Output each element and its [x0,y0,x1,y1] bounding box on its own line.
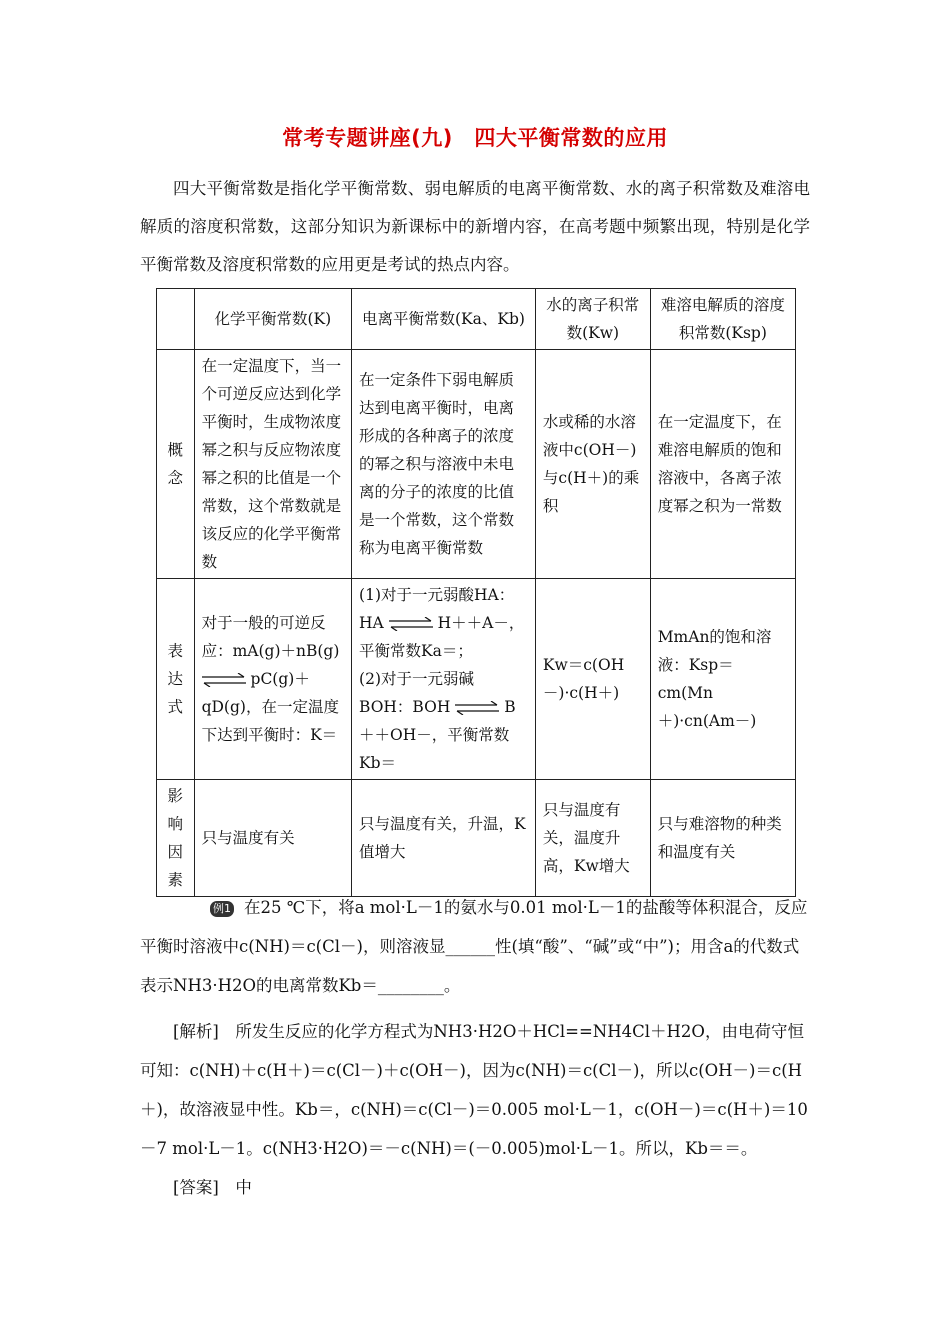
table-row-concept [157,350,796,579]
constants-table [156,288,796,897]
analysis-paragraph: [解析] 所发生反应的化学方程式为NH3·H2O＋HCl==NH4Cl＋H2O，由电荷守恒可知：c(NH)＋c(H＋)＝c(Cl－)＋c(OH－)，因为c(NH)＝c(Cl－)，所以c(OH－)＝c(H＋)，故溶液显中性。Kb＝，c(NH)＝c(Cl－)＝0.005 mol·L－1，c(OH－)＝c(H＋)＝10－7 mol·L－1。c(NH3·H2O)＝－c(NH)＝(－0.005)mol·L－1。所以，Kb＝＝。 [140,1022,808,1158]
cell-ka-concept: 在一定条件下弱电解质达到电离平衡时，电离形成的各种离子的浓度的幂之积与溶液中未电离的分子的浓度的比值是一个常数，这个常数称为电离平衡常数 [352,350,536,579]
row-label-factors: 影响因素 [157,780,195,897]
equilibrium-arrow-icon [389,617,433,631]
cell-kw-expression: Kw＝c(OH－)·c(H＋) [535,579,650,780]
page-title: 常考专题讲座(九) 四大平衡常数的应用 [282,126,668,150]
equilibrium-arrow-icon [455,701,499,715]
table-row-factors [157,780,796,897]
header-k: 化学平衡常数(K) [194,289,351,350]
row-label-concept: 概念 [157,350,195,579]
cell-k-expression: 对于一般的可逆反应：mA(g)＋nB(g) pC(g)＋qD(g)，在一定温度下达到平衡时：K＝ [194,579,351,780]
cell-k-factors: 只与温度有关 [194,780,351,897]
cell-kw-concept: 水或稀的水溶液中c(OH－)与c(H＋)的乘积 [535,350,650,579]
intro-paragraph: 四大平衡常数是指化学平衡常数、弱电解质的电离平衡常数、水的离子积常数及难溶电解质的溶度积常数，这部分知识为新课标中的新增内容，在高考题中频繁出现，特别是化学平衡常数及溶度积常数的应用更是考试的热点内容。 [140,179,810,274]
cell-ksp-factors: 只与难溶物的种类和温度有关 [650,780,795,897]
cell-ksp-concept: 在一定温度下，在难溶电解质的饱和溶液中，各离子浓度幂之积为一常数 [650,350,795,579]
header-ka: 电离平衡常数(Ka、Kb) [352,289,536,350]
table-row-expression [157,579,796,780]
cell-kw-factors: 只与温度有关，温度升高，Kw增大 [535,780,650,897]
header-kw: 水的离子积常数(Kw) [535,289,650,350]
table-header-row [157,289,796,350]
equilibrium-arrow-icon [202,673,246,687]
cell-ksp-expression: MmAn的饱和溶液：Ksp＝cm(Mn＋)·cn(Am－) [650,579,795,780]
cell-ka-factors: 只与温度有关，升温，K值增大 [352,780,536,897]
header-ksp: 难溶电解质的溶度积常数(Ksp) [650,289,795,350]
row-label-expression: 表达式 [157,579,195,780]
example-question: 例1 在25 ℃下，将a mol·L－1的氨水与0.01 mol·L－1的盐酸等体积混合，反应平衡时溶液中c(NH)＝c(Cl－)，则溶液显______性(填“酸”、“碱”或“中”)；用含a的代数式表示NH3·H2O的电离常数Kb＝________。 [140,898,808,995]
answer-line: [答案] 中 [173,1178,252,1197]
cell-k-concept: 在一定温度下，当一个可逆反应达到化学平衡时，生成物浓度幂之积与反应物浓度幂之积的比值是一个常数，这个常数就是该反应的化学平衡常数 [194,350,351,579]
example-badge: 例1 [210,901,234,917]
cell-ka-expression: (1)对于一元弱酸HA： HA H＋＋A－，平衡常数Ka＝； (2)对于一元弱碱 BOH：BOH B＋＋OH－，平衡常数Kb＝ [352,579,536,780]
